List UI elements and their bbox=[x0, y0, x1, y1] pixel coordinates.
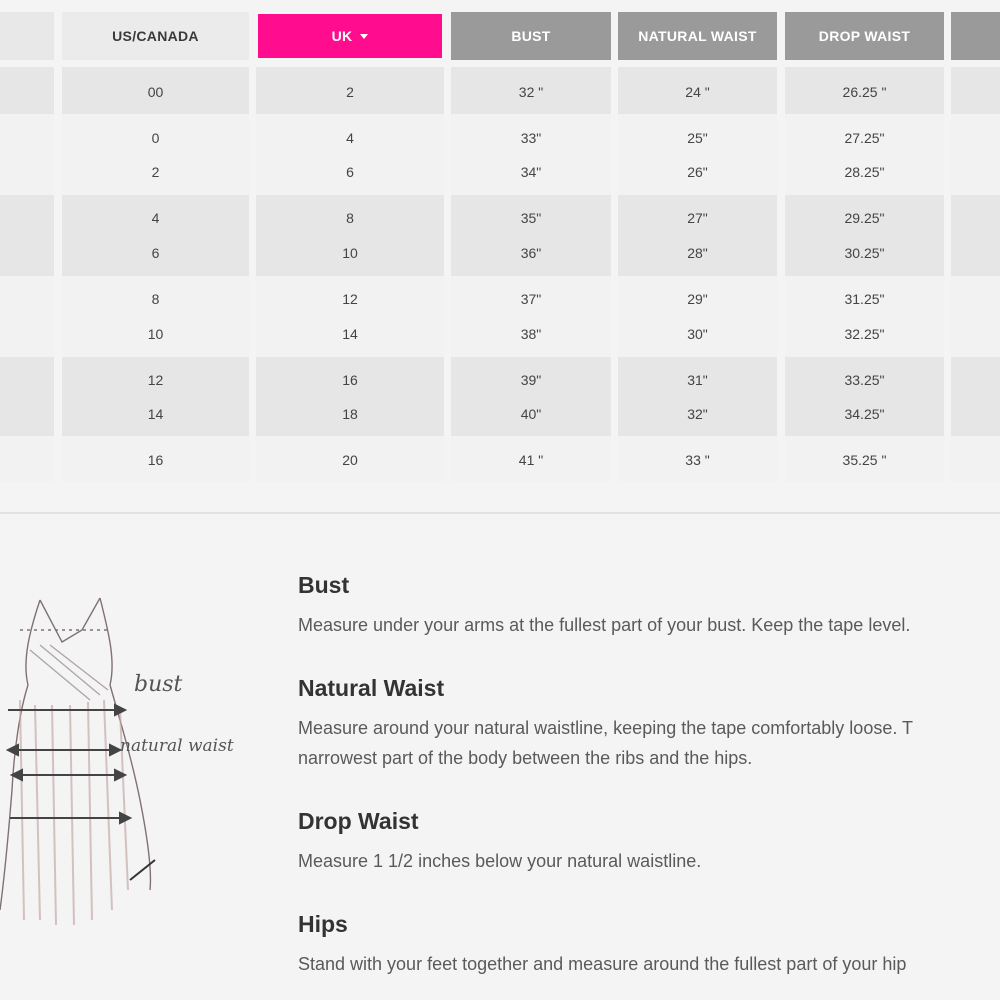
dress-measurement-sketch bbox=[0, 590, 280, 930]
cell-uk: 14 bbox=[342, 326, 358, 342]
cell-drop-waist: 33.25" bbox=[844, 372, 885, 388]
cell-us-canada: 2 bbox=[151, 164, 160, 180]
cell-natural-waist: 30" bbox=[687, 326, 708, 342]
size-chart-table bbox=[0, 0, 1000, 485]
cell-uk: 12 bbox=[342, 291, 358, 307]
row-band bbox=[0, 276, 54, 357]
cell-uk: 8 bbox=[346, 210, 354, 226]
cell-natural-waist: 26" bbox=[687, 164, 708, 180]
cell-bust: 34" bbox=[520, 164, 542, 180]
cell-bust: 35" bbox=[520, 210, 542, 226]
cell-us-canada: 8 bbox=[151, 291, 160, 307]
caret-down-icon bbox=[360, 34, 368, 39]
row-band bbox=[951, 276, 1000, 357]
row-band bbox=[785, 276, 944, 357]
row-band bbox=[62, 357, 249, 436]
row-band bbox=[785, 114, 944, 195]
cell-uk: 18 bbox=[342, 406, 358, 422]
cell-bust: 38" bbox=[520, 326, 542, 342]
sketch-label-natural-waist: natural waist bbox=[120, 736, 234, 756]
cell-us-canada: 0 bbox=[151, 130, 160, 146]
uk-size-dropdown-label: UK bbox=[331, 28, 353, 44]
sketch-label-bust: bust bbox=[134, 672, 183, 697]
row-band bbox=[451, 114, 611, 195]
column-us-canada bbox=[62, 0, 249, 485]
dress-sketch-icon bbox=[0, 590, 280, 930]
row-band bbox=[62, 114, 249, 195]
column-natural-waist bbox=[618, 0, 777, 485]
cell-natural-waist: 32" bbox=[687, 406, 708, 422]
row-band bbox=[951, 195, 1000, 276]
guide-natural-waist-text-line-2: narrowest part of the body between the ribs and the hips. bbox=[298, 748, 753, 768]
row-band bbox=[951, 357, 1000, 436]
cell-drop-waist: 31.25" bbox=[844, 291, 885, 307]
row-band bbox=[618, 114, 777, 195]
cell-natural-waist: 31" bbox=[687, 372, 708, 388]
row-band bbox=[451, 357, 611, 436]
row-band bbox=[62, 276, 249, 357]
cell-drop-waist: 29.25" bbox=[844, 210, 885, 226]
column-bust bbox=[451, 0, 611, 485]
cell-bust: 40" bbox=[520, 406, 542, 422]
cell-natural-waist: 24 " bbox=[685, 84, 710, 100]
column-header-us-canada[interactable]: US/CANADA bbox=[62, 12, 249, 60]
uk-size-dropdown[interactable] bbox=[256, 12, 444, 60]
column-header-partial bbox=[951, 12, 1000, 60]
cell-natural-waist: 33 " bbox=[685, 452, 710, 468]
cell-us-canada: 14 bbox=[147, 406, 164, 422]
cell-natural-waist: 29" bbox=[687, 291, 708, 307]
cell-uk: 16 bbox=[342, 372, 358, 388]
cell-uk: 6 bbox=[346, 164, 354, 180]
column-header-empty bbox=[0, 12, 54, 60]
guide-hips-title: Hips bbox=[298, 911, 348, 937]
row-band bbox=[62, 195, 249, 276]
column-header-bust[interactable]: BUST bbox=[451, 12, 611, 60]
guide-drop-waist bbox=[298, 808, 1000, 876]
guide-bust bbox=[298, 572, 1000, 640]
row-band bbox=[256, 114, 444, 195]
cell-drop-waist: 30.25" bbox=[844, 245, 885, 261]
row-band bbox=[951, 114, 1000, 195]
row-band bbox=[451, 195, 611, 276]
column-drop-waist bbox=[785, 0, 944, 485]
cell-drop-waist: 28.25" bbox=[844, 164, 885, 180]
cell-natural-waist: 28" bbox=[687, 245, 708, 261]
row-band bbox=[0, 195, 54, 276]
section-divider bbox=[0, 512, 1000, 514]
cell-bust: 32 " bbox=[518, 84, 544, 100]
column-partial-left bbox=[0, 0, 54, 485]
cell-bust: 33" bbox=[520, 130, 542, 146]
row-band bbox=[785, 195, 944, 276]
column-partial-right bbox=[951, 0, 1000, 485]
guide-drop-waist-title: Drop Waist bbox=[298, 808, 419, 834]
guide-drop-waist-text: Measure 1 1/2 inches below your natural waistline. bbox=[298, 851, 702, 871]
cell-us-canada: 10 bbox=[147, 326, 164, 342]
guide-hips-text: Stand with your feet together and measure around the fullest part of your hip bbox=[298, 954, 907, 974]
cell-drop-waist: 26.25 " bbox=[842, 84, 887, 100]
guide-hips bbox=[298, 911, 1000, 979]
cell-bust: 37" bbox=[520, 291, 542, 307]
cell-bust: 36" bbox=[520, 245, 542, 261]
cell-us-canada: 12 bbox=[147, 372, 164, 388]
cell-uk: 2 bbox=[346, 84, 354, 100]
row-band bbox=[256, 357, 444, 436]
row-band bbox=[256, 276, 444, 357]
row-band bbox=[256, 195, 444, 276]
cell-natural-waist: 27" bbox=[687, 210, 708, 226]
guide-natural-waist bbox=[298, 675, 1000, 773]
row-band bbox=[951, 436, 1000, 482]
cell-uk: 20 bbox=[342, 452, 358, 468]
cell-us-canada: 00 bbox=[147, 84, 164, 100]
guide-natural-waist-text-line-1: Measure around your natural waistline, keeping the tape comfortably loose. T bbox=[298, 718, 914, 738]
row-band bbox=[785, 357, 944, 436]
cell-drop-waist: 32.25" bbox=[844, 326, 885, 342]
cell-us-canada: 16 bbox=[147, 452, 164, 468]
row-band bbox=[451, 276, 611, 357]
guide-bust-text: Measure under your arms at the fullest part of your bust. Keep the tape level. bbox=[298, 615, 911, 635]
row-band bbox=[951, 67, 1000, 114]
column-header-drop-waist[interactable]: DROP WAIST bbox=[785, 12, 944, 60]
row-band bbox=[0, 436, 54, 482]
column-header-natural-waist[interactable]: NATURAL WAIST bbox=[618, 12, 777, 60]
row-band bbox=[0, 114, 54, 195]
cell-us-canada: 4 bbox=[151, 210, 160, 226]
cell-drop-waist: 35.25 " bbox=[842, 452, 887, 468]
cell-uk: 4 bbox=[346, 130, 354, 146]
cell-bust: 41 " bbox=[518, 452, 544, 468]
cell-uk: 10 bbox=[342, 245, 358, 261]
row-band bbox=[0, 357, 54, 436]
row-band bbox=[0, 67, 54, 114]
cell-drop-waist: 27.25" bbox=[844, 130, 885, 146]
cell-bust: 39" bbox=[520, 372, 542, 388]
row-band bbox=[618, 195, 777, 276]
guide-bust-title: Bust bbox=[298, 572, 350, 598]
cell-us-canada: 6 bbox=[151, 245, 160, 261]
column-uk bbox=[256, 0, 444, 485]
guide-natural-waist-title: Natural Waist bbox=[298, 675, 445, 701]
cell-drop-waist: 34.25" bbox=[844, 406, 885, 422]
row-band bbox=[618, 357, 777, 436]
row-band bbox=[618, 276, 777, 357]
cell-natural-waist: 25" bbox=[687, 130, 708, 146]
